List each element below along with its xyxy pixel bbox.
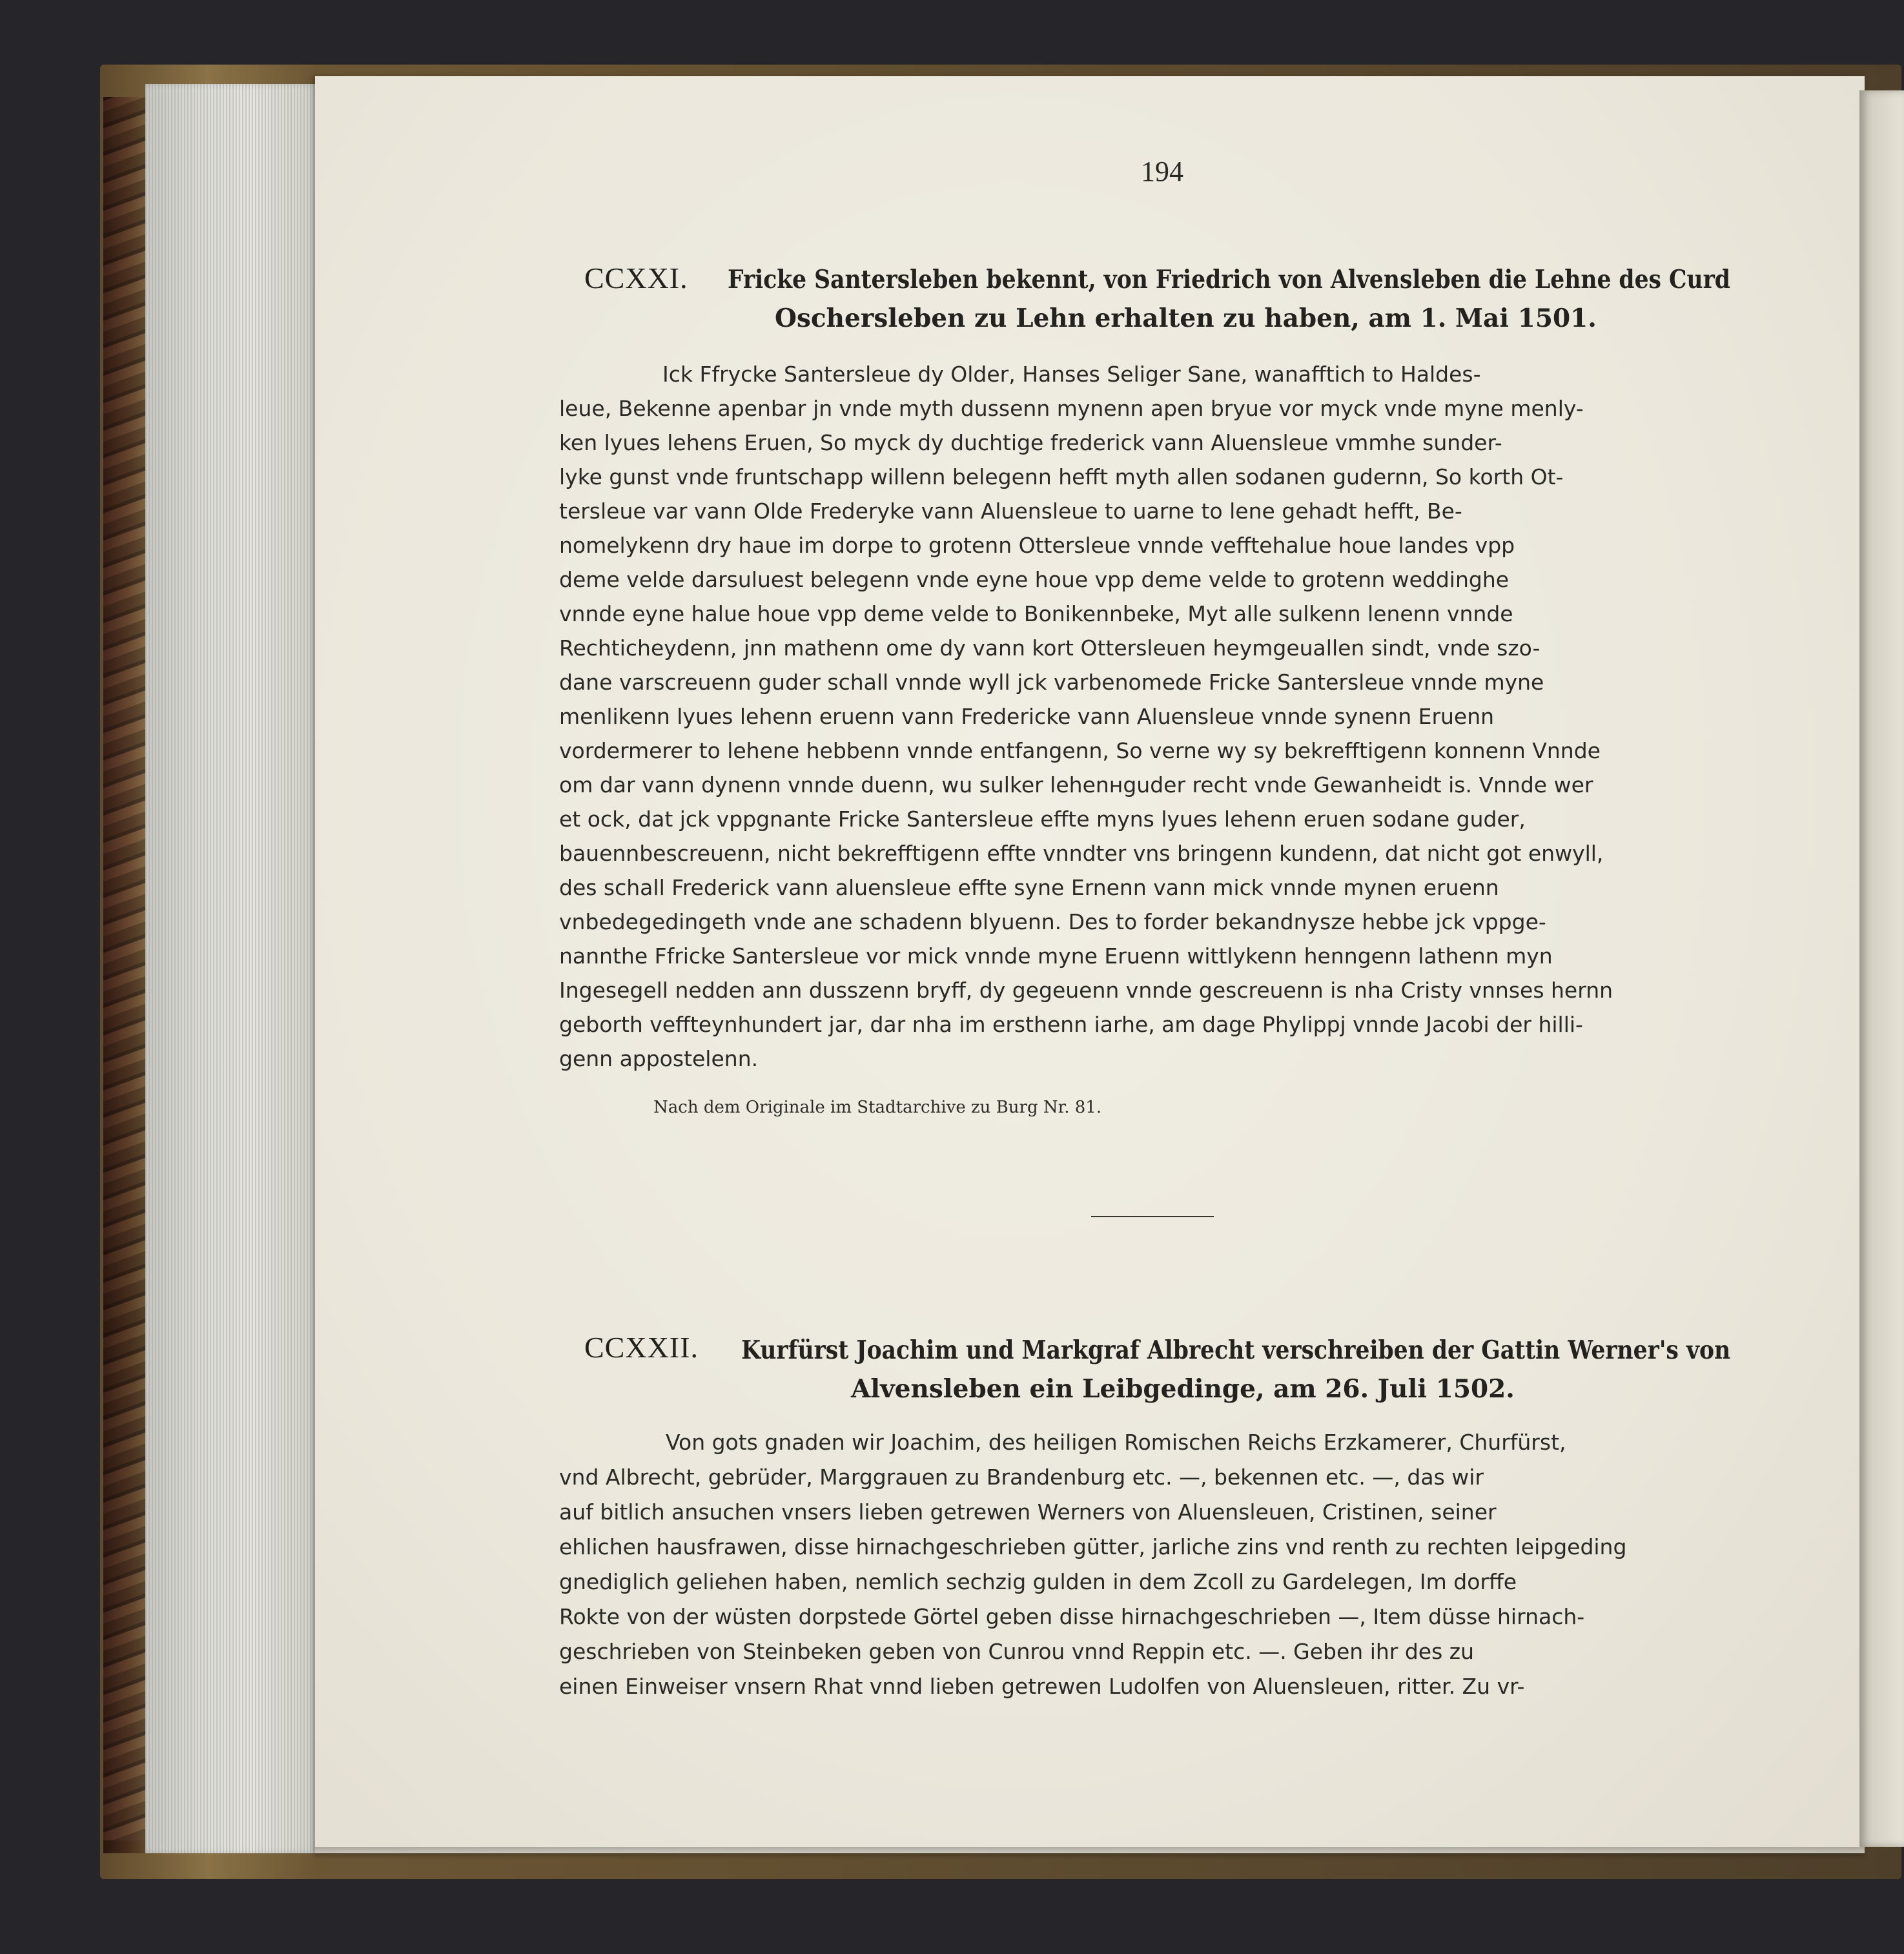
text-line: om dar vann dynenn vnnde duenn, wu sulker lehenнguder recht vnde Gewanheidt is. Vnnde wer [559,772,1593,797]
text-line: leue, Bekenne apenbar jn vnde myth dussenn mynenn apen bryue vor myck vnde myne menly- [559,396,1584,421]
text-line: genn appostelenn. [559,1046,759,1071]
leather-spine-strip [103,97,148,1853]
document-title-line: Kurfürst Joachim und Markgraf Albrecht verschreiben der Gattin Werner's von [741,1335,1731,1365]
text-line: geborth veffteynhundert jar, dar nha im ersthenn iarhe, am dage Phylippj vnnde Jacobi der hilli- [559,1012,1583,1037]
document-number: CCXXII. [584,1331,699,1364]
document-title-line: Alvensleben ein Leibgedinge, am 26. Juli 1502. [851,1374,1515,1404]
text-line: et ock, dat jck vppgnante Fricke Santersleue effte myns lyues lehenn eruen sodane guder, [559,807,1526,832]
section-divider [1091,1216,1214,1217]
text-line: vnnde eyne halue houe vpp deme velde to Bonikennbeke, Myt alle sulkenn lenenn vnnde [559,601,1513,626]
text-line: einen Einweiser vnsern Rhat vnnd lieben getrewen Ludolfen von Aluensleuen, ritter. Zu vr- [559,1674,1525,1699]
text-line: Ingesegell nedden ann dusszenn bryff, dy gegeuenn vnnde gescreuenn is nha Cristy vnnses hernn [559,978,1613,1003]
text-line: Rechticheydenn, jnn mathenn ome dy vann kort Ottersleuen heymgeuallen sindt, vnde szo- [559,635,1541,661]
text-line: nomelykenn dry haue im dorpe to grotenn Ottersleue vnnde vefftehalue houe landes vpp [559,533,1515,558]
page-block-fore-edge [145,84,320,1853]
text-line: Ick Ffrycke Santersleue dy Older, Hanses Seliger Sane, wanafftich to Haldes- [662,362,1481,387]
text-line: nannthe Ffricke Santersleue vor mick vnnde myne Eruenn wittlykenn henngenn lathenn myn [559,943,1553,969]
text-line: ken lyues lehens Eruen, So myck dy duchtige frederick vann Aluensleue vmmhe sunder- [559,430,1502,455]
text-line: vnd Albrecht, gebrüder, Marggrauen zu Brandenburg etc. —, bekennen etc. —, das wir [559,1465,1484,1490]
document-number: CCXXI. [584,262,688,294]
text-line: auf bitlich ansuchen vnsers lieben getrewen Werners von Aluensleuen, Cristinen, seiner [559,1499,1497,1525]
text-line: deme velde darsuluest belegenn vnde eyne houe vpp deme velde to grotenn weddinghe [559,567,1510,592]
document-title-line: Oschersleben zu Lehn erhalten zu haben, am 1. Mai 1501. [775,303,1597,333]
text-line: Rokte von der wüsten dorpstede Görtel geben disse hirnachgeschrieben —, Item düsse hirnach- [559,1604,1585,1629]
text-line: menlikenn lyues lehenn eruenn vann Fredericke vann Aluensleue vnnde synenn Eruenn [559,704,1495,729]
document-title-line: Fricke Santersleben bekennt, von Friedrich von Alvensleben die Lehne des Curd [728,265,1730,294]
text-line: vordermerer to lehene hebbenn vnnde entfangenn, So verne wy sy bekrefftigenn konnenn Vnnde [559,738,1601,763]
text-line: geschrieben von Steinbeken geben von Cunrou vnnd Reppin etc. —. Geben ihr des zu [559,1639,1475,1664]
text-line: des schall Frederick vann aluensleue effte syne Ernenn vann mick vnnde mynen eruenn [559,875,1499,900]
text-line: lyke gunst vnde fruntschapp willenn belegenn hefft myth allen sodanen gudernn, So korth Ot- [559,464,1564,489]
facing-page-edge [1859,90,1904,1847]
page-bottom-shadow [315,1847,1865,1860]
text-line: gnediglich geliehen haben, nemlich sechzig gulden in dem Zcoll zu Gardelegen, Im dorffe [559,1569,1517,1594]
text-line: dane varscreuenn guder schall vnnde wyll jck varbenomede Fricke Santersleue vnnde myne [559,670,1544,695]
source-note: Nach dem Originale im Stadtarchive zu Burg Nr. 81. [653,1098,1102,1117]
text-line: vnbedegedingeth vnde ane schadenn blyuenn. Des to forder bekandnysze hebbe jck vppge- [559,909,1546,934]
page-number: 194 [1141,156,1183,187]
text-line: tersleue var vann Olde Frederyke vann Aluensleue to uarne to lene gehadt hefft, Be- [559,499,1462,524]
text-line: ehlichen hausfrawen, disse hirnachgeschrieben gütter, jarliche zins vnd renth zu rechten leipgeding [559,1534,1627,1559]
text-line: bauennbescreuenn, nicht bekrefftigenn effte vnndter vns bringenn kundenn, dat nicht got enwyll, [559,841,1604,866]
text-line: Von gots gnaden wir Joachim, des heiligen Romischen Reichs Erzkamerer, Churfürst, [666,1430,1566,1455]
